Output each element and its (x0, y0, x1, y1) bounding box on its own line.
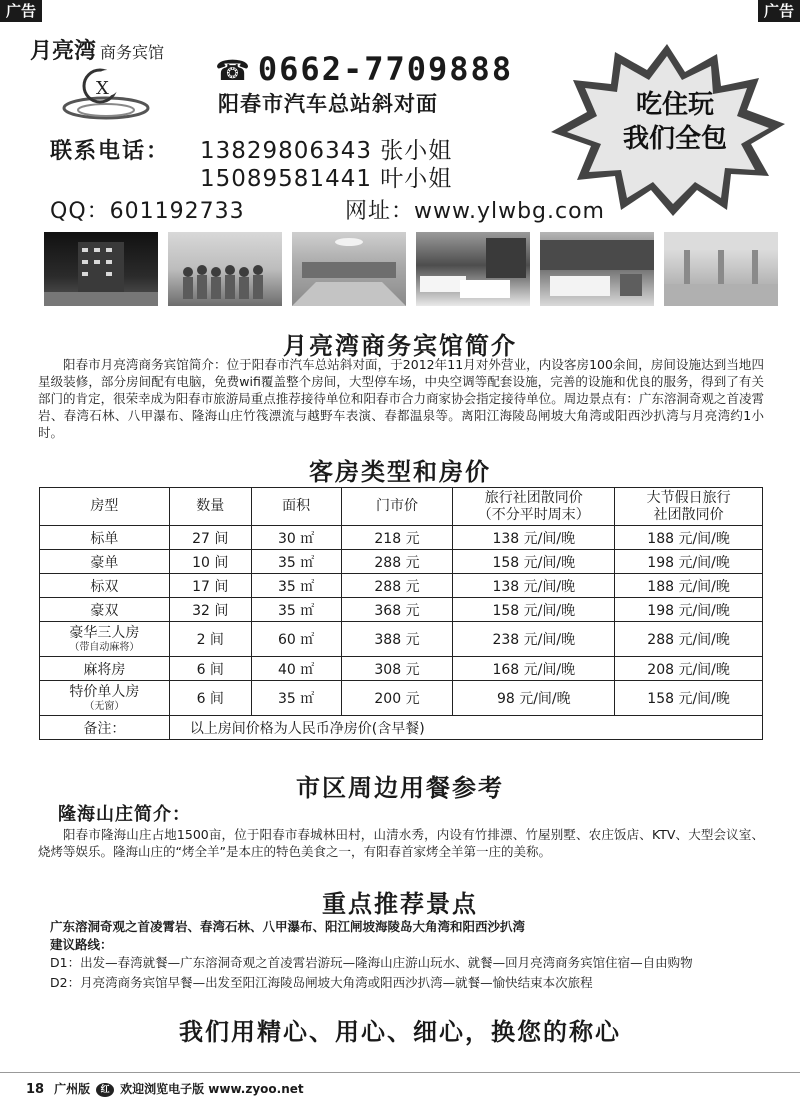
room-count: 27 间 (169, 526, 251, 550)
header-count: 数量 (169, 488, 251, 526)
room-area: 60 ㎡ (251, 622, 341, 657)
room-type: 标双 (40, 574, 170, 598)
room-count: 2 间 (169, 622, 251, 657)
room-area: 35 ㎡ (251, 681, 341, 716)
room-group-rate: 168 元/间/晚 (453, 657, 615, 681)
room-type: 麻将房 (40, 657, 170, 681)
dining-body: 阳春市隆海山庄占地1500亩，位于阳春市春城林田村，山清水秀，内设有竹排漂、竹屋别墅、农庄饭店、KTV、大型会议室、烧烤等娱乐。隆海山庄的“烤全羊”是本庄的特色美食之一，有阳春首家烤全羊第一庄的美称。 (38, 827, 764, 859)
room-rack-rate: 388 元 (341, 622, 453, 657)
room-rack-rate: 308 元 (341, 657, 453, 681)
photo-single-room (540, 232, 654, 306)
room-group-rate: 138 元/间/晚 (453, 574, 615, 598)
table-row (40, 574, 763, 598)
room-group-rate: 238 元/间/晚 (453, 622, 615, 657)
intro-title: 月亮湾商务宾馆简介 (283, 332, 517, 360)
room-area: 35 ㎡ (251, 598, 341, 622)
photo-hotel-exterior (44, 232, 158, 306)
table-row (40, 622, 763, 657)
header-group-rate-line-1: 旅行社团散同价 (484, 489, 583, 506)
table-row (40, 550, 763, 574)
room-type-cell (40, 622, 170, 657)
magazine-badge-icon: 红 (96, 1083, 114, 1097)
room-type: 标单 (40, 526, 170, 550)
room-type-note: （带自动麻将） (69, 642, 140, 653)
room-type: 豪双 (40, 598, 170, 622)
table-row (40, 526, 763, 550)
qq-number: QQ：601192733 (50, 199, 245, 224)
hotel-location: 阳春市汽车总站斜对面 (218, 92, 438, 116)
header-group-rate-line-2: （不分平时周末） (477, 506, 590, 523)
brand-name: 月亮湾 (30, 38, 97, 64)
footer (26, 1080, 304, 1097)
room-holiday-rate: 188 元/间/晚 (615, 526, 763, 550)
header-holiday-rate-line-1: 大节假日旅行 (646, 489, 731, 506)
contact-phone-1: 13829806343 张小姐 (200, 138, 453, 164)
route-label: 建议路线： (50, 937, 113, 952)
route-day-1: D1：出发—春湾就餐—广东溶洞奇观之首凌霄岩游玩—隆海山庄游山玩水、就餐—回月亮湾商务宾馆住宿—自由购物 (50, 955, 693, 970)
room-type-note: （无窗） (84, 701, 125, 712)
room-area: 35 ㎡ (251, 550, 341, 574)
header-room-type: 房型 (40, 488, 170, 526)
room-count: 6 间 (169, 681, 251, 716)
edition-label: 广州版 (54, 1082, 91, 1096)
table-row (40, 598, 763, 622)
footer-text: 欢迎浏览电子版 www.zyoo.net (120, 1082, 304, 1096)
website: 网址：www.ylwbg.com (345, 199, 605, 224)
remark-label: 备注： (40, 716, 170, 740)
header-holiday-rate-line-2: 社团散同价 (653, 506, 724, 523)
room-holiday-rate: 198 元/间/晚 (615, 550, 763, 574)
contact-label: 联系电话： (50, 139, 171, 164)
attractions-list: 广东溶洞奇观之首凌霄岩、春湾石林、八甲瀑布、阳江闸坡海陵岛大角湾和阳西沙扒湾 (50, 919, 526, 934)
photo-strip (44, 232, 784, 306)
table-row (40, 681, 763, 716)
room-holiday-rate: 288 元/间/晚 (615, 622, 763, 657)
room-count: 32 间 (169, 598, 251, 622)
photo-parking-lot (664, 232, 778, 306)
brand-subtitle: 商务宾馆 (100, 43, 165, 62)
page-number: 18 (26, 1082, 45, 1097)
header-area: 面积 (251, 488, 341, 526)
table-row (40, 657, 763, 681)
promo-line-1: 吃住玩 (635, 90, 714, 120)
room-rack-rate: 368 元 (341, 598, 453, 622)
photo-lobby (292, 232, 406, 306)
slogan: 我们用精心、用心、细心，换您的称心 (179, 1018, 621, 1046)
brand-logo (30, 34, 164, 65)
room-type: 豪华三人房 (69, 625, 140, 641)
header-group-rate (453, 488, 615, 526)
room-type: 特价单人房 (69, 684, 140, 700)
room-area: 35 ㎡ (251, 574, 341, 598)
room-count: 17 间 (169, 574, 251, 598)
room-group-rate: 98 元/间/晚 (453, 681, 615, 716)
room-count: 10 间 (169, 550, 251, 574)
dining-title: 市区周边用餐参考 (296, 774, 504, 802)
room-group-rate: 138 元/间/晚 (453, 526, 615, 550)
room-rack-rate: 288 元 (341, 550, 453, 574)
dining-subtitle: 隆海山庄简介： (58, 804, 191, 825)
promo-text (595, 88, 755, 156)
ad-tag-right: 广告 (758, 0, 800, 22)
room-rack-rate: 218 元 (341, 526, 453, 550)
room-type-cell (40, 681, 170, 716)
room-holiday-rate: 188 元/间/晚 (615, 574, 763, 598)
ad-tag-left: 广告 (0, 0, 42, 22)
brand-moon-icon (58, 64, 158, 124)
footer-divider (0, 1072, 800, 1073)
room-count: 6 间 (169, 657, 251, 681)
room-price-table (39, 487, 763, 740)
room-holiday-rate: 198 元/间/晚 (615, 598, 763, 622)
room-holiday-rate: 158 元/间/晚 (615, 681, 763, 716)
intro-body: 阳春市月亮湾商务宾馆简介：位于阳春市汽车总站斜对面，于2012年11月对外营业，内设客房100余间，房间设施达到当地四星级装修，部分房间配有电脑，免费wifi覆盖整个房间，大型停车场，中央空调等配套设施，完善的设施和优良的服务，得到了有关部门的肯定，很荣幸成为阳春市旅游局重点推荐接待单位和阳春市合力商家协会指定接待单位。周边景点有：广东溶洞奇观之首凌霄岩、春湾石林、八甲瀑布、隆海山庄竹筏漂流与越野车表演、春都温泉等。离阳江海陵岛闸坡大角湾或阳西沙扒湾与月亮湾约1小时。 (38, 357, 764, 440)
room-group-rate: 158 元/间/晚 (453, 550, 615, 574)
remark-row (40, 716, 763, 740)
promo-line-2: 我们全包 (622, 124, 727, 154)
header-holiday-rate (615, 488, 763, 526)
brand-mark-letter: X (96, 78, 109, 99)
remark-value: 以上房间价格为人民币净房价(含早餐) (169, 716, 762, 740)
rooms-title: 客房类型和房价 (309, 458, 491, 486)
room-area: 40 ㎡ (251, 657, 341, 681)
room-rack-rate: 200 元 (341, 681, 453, 716)
room-rack-rate: 288 元 (341, 574, 453, 598)
room-type: 豪单 (40, 550, 170, 574)
photo-staff-group (168, 232, 282, 306)
photo-twin-room (416, 232, 530, 306)
route-day-2: D2：月亮湾商务宾馆早餐—出发至阳江海陵岛闸坡大角湾或阳西沙扒湾—就餐—愉快结束本次旅程 (50, 975, 593, 990)
main-phone (215, 50, 513, 88)
header-rack-rate: 门市价 (341, 488, 453, 526)
table-header-row (40, 488, 763, 526)
attractions-title: 重点推荐景点 (322, 890, 478, 918)
room-group-rate: 158 元/间/晚 (453, 598, 615, 622)
main-phone-number: 0662-7709888 (257, 50, 514, 88)
room-holiday-rate: 208 元/间/晚 (615, 657, 763, 681)
phone-icon: ☎ (215, 54, 252, 87)
contact-phone-2: 15089581441 叶小姐 (200, 166, 453, 192)
room-area: 30 ㎡ (251, 526, 341, 550)
